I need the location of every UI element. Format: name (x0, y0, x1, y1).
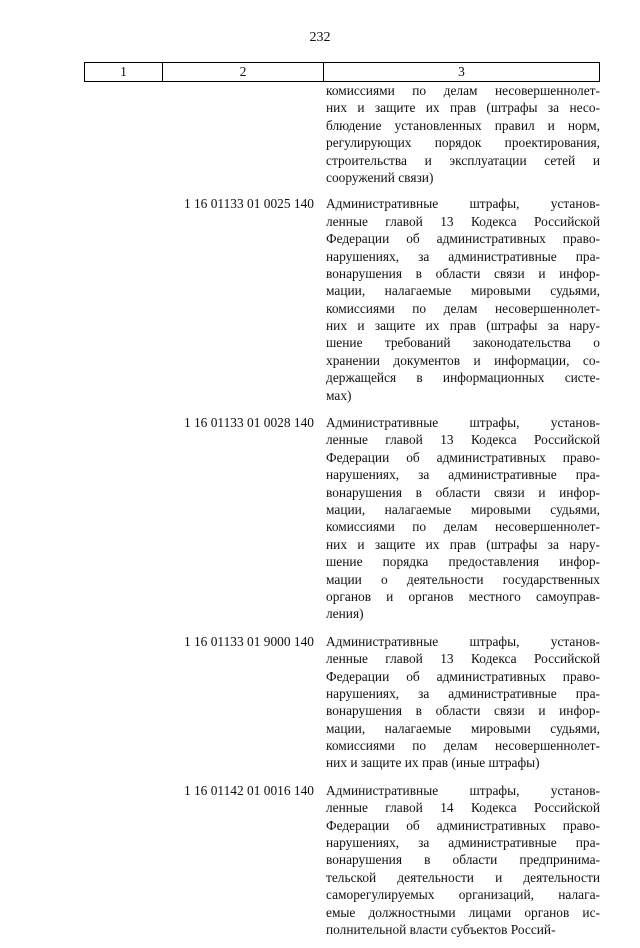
description-line: Административные штрафы, установ- (326, 782, 600, 798)
table-header (84, 62, 600, 82)
description-line: мации, налагаемые мировыми судьями, (326, 501, 600, 517)
column-header-1: 1 (85, 63, 163, 81)
description-line: Федерации об административных право- (326, 231, 600, 247)
column-header-2: 2 (163, 63, 324, 81)
description-line: нарушениях, за административные пра- (326, 685, 600, 701)
budget-classification-code (84, 82, 320, 186)
description-line: Административные штрафы, установ- (326, 633, 600, 649)
description-line: комиссиями по делам несовершеннолет- (326, 519, 600, 535)
budget-classification-code: 1 16 01142 01 0016 140 (183, 782, 314, 798)
table-row (84, 82, 600, 186)
description-line: вонарушения в области связи и инфор- (326, 265, 600, 281)
budget-classification-code: 1 16 01133 01 9000 140 (183, 633, 314, 649)
description-line: нарушениях, за административные пра- (326, 467, 600, 483)
description-line: них и защите их прав (иные штрафы) (326, 755, 540, 771)
description-line: хранении документов и информации, со- (326, 352, 600, 368)
description-line: комиссиями по делам несовершеннолет- (326, 300, 600, 316)
description-line: вонарушения в области связи и инфор- (326, 484, 600, 500)
description-line: емые должностными лицами органов ис- (326, 904, 600, 920)
description-line: регулирующих порядок проектирования, (326, 135, 600, 151)
description-line: держащейся в информационных систе- (326, 370, 600, 386)
budget-classification-code: 1 16 01133 01 0025 140 (183, 196, 314, 212)
page-number: 232 (309, 30, 331, 45)
description-line: них и защите их прав (штрафы за нару- (326, 536, 600, 552)
description-line: комиссиями по делам несовершеннолет- (326, 83, 600, 98)
description-line: шение требований законодательства о (326, 335, 600, 351)
table-body (84, 82, 600, 948)
description-line: тельской деятельности и деятельности (326, 869, 600, 885)
description-line: мации, налагаемые мировыми судьями, (326, 720, 600, 736)
description-line: вонарушения в области предпринима- (326, 852, 600, 868)
table-row (84, 782, 600, 939)
description-line: них и защите их прав (штрафы за нару- (326, 318, 600, 334)
description-line: сооружений связи) (326, 169, 434, 185)
description-line: ленные главой 13 Кодекса Российской (326, 432, 600, 448)
revenue-description (326, 782, 600, 939)
description-line: строительства и эксплуатации сетей и (326, 152, 600, 168)
column-header-3: 3 (458, 64, 465, 79)
description-line: комиссиями по делам несовершеннолет- (326, 738, 600, 754)
description-line: Федерации об административных право- (326, 668, 600, 684)
description-line: органов и органов местного самоуправ- (326, 588, 600, 604)
description-line: них и защите их прав (штрафы за несо- (326, 100, 600, 116)
description-line: шение порядка предоставления инфор- (326, 554, 600, 570)
description-line: саморегулируемых организаций, налага- (326, 887, 600, 903)
description-line: Федерации об административных право- (326, 449, 600, 465)
revenue-description (326, 414, 600, 623)
description-line: Административные штрафы, установ- (326, 415, 600, 431)
description-line: ления) (326, 606, 364, 622)
description-line: мации о деятельности государственных (326, 571, 600, 587)
description-line: полнительной власти субъектов Россий- (326, 921, 556, 937)
description-line: Федерации об административных право- (326, 817, 600, 833)
table-row (84, 195, 600, 404)
description-line: нарушениях, за административные пра- (326, 835, 600, 851)
description-line: ленные главой 13 Кодекса Российской (326, 651, 600, 667)
revenue-description (326, 195, 600, 404)
description-line: ленные главой 14 Кодекса Российской (326, 800, 600, 816)
table-row (84, 414, 600, 623)
description-line: Административные штрафы, установ- (326, 196, 600, 212)
revenue-description (326, 633, 600, 772)
revenue-description (326, 82, 600, 186)
description-line: блюдение установленных правил и норм, (326, 117, 600, 133)
description-line: ленные главой 13 Кодекса Российской (326, 213, 600, 229)
budget-classification-code: 1 16 01133 01 0028 140 (183, 415, 314, 431)
description-line: мации, налагаемые мировыми судьями, (326, 283, 600, 299)
description-line: нарушениях, за административные пра- (326, 248, 600, 264)
description-line: мах) (326, 387, 352, 403)
description-line: вонарушения в области связи и инфор- (326, 703, 600, 719)
table-row (84, 633, 600, 772)
